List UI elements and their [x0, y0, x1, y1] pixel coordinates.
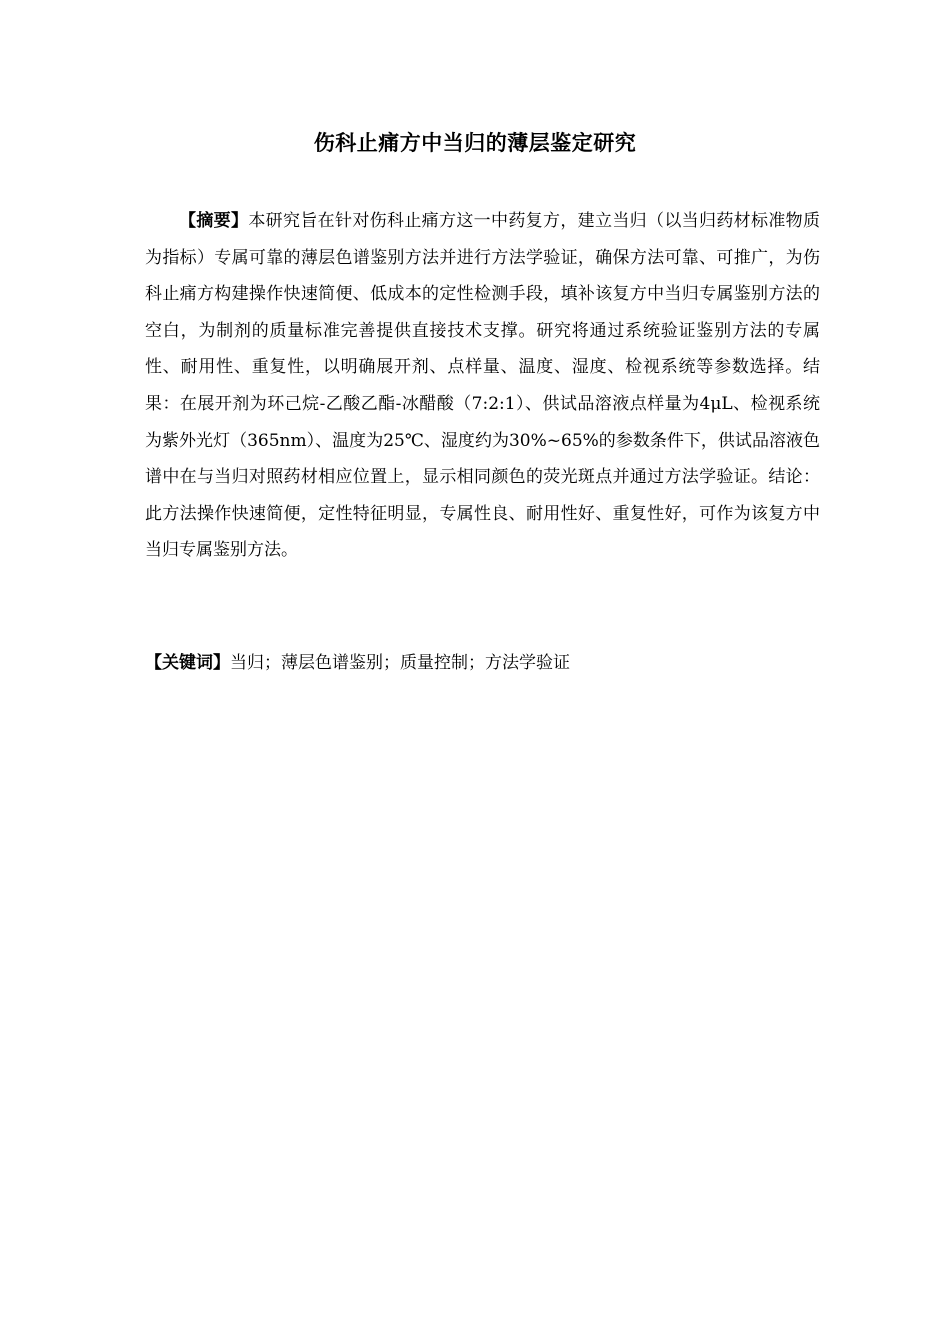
keywords-paragraph	[145, 647, 820, 679]
keywords-label: 【关键词】	[145, 653, 230, 673]
abstract-label: 【摘要】	[179, 211, 249, 231]
paper-title: 伤科止痛方中当归的薄层鉴定研究	[313, 131, 637, 155]
keywords-text: 当归；薄层色谱鉴别；质量控制；方法学验证	[230, 653, 570, 673]
abstract-paragraph	[145, 203, 820, 569]
abstract-text: 本研究旨在针对伤科止痛方这一中药复方，建立当归（以当归药材标准物质为指标）专属可靠的薄层色谱鉴别方法并进行方法学验证，确保方法可靠、可推广，为伤科止痛方构建操作快速简便、低成本的定性检测手段，填补该复方中当归专属鉴别方法的空白，为制剂的质量标准完善提供直接技术支撑。研究将通过系统验证鉴别方法的专属性、耐用性、重复性，以明确展开剂、点样量、温度、湿度、检视系统等参数选择。结果：在展开剂为环己烷-乙酸乙酯-冰醋酸（7:2:1）、供试品溶液点样量为4μL、检视系统为紫外光灯（365nm）、温度为25℃、湿度约为30%~65%的参数条件下，供试品溶液色谱中在与当归对照药材相应位置上，显示相同颜色的荧光斑点并通过方法学验证。结论：此方法操作快速简便，定性特征明显，专属性良、耐用性好、重复性好，可作为该复方中当归专属鉴别方法。	[145, 211, 821, 561]
